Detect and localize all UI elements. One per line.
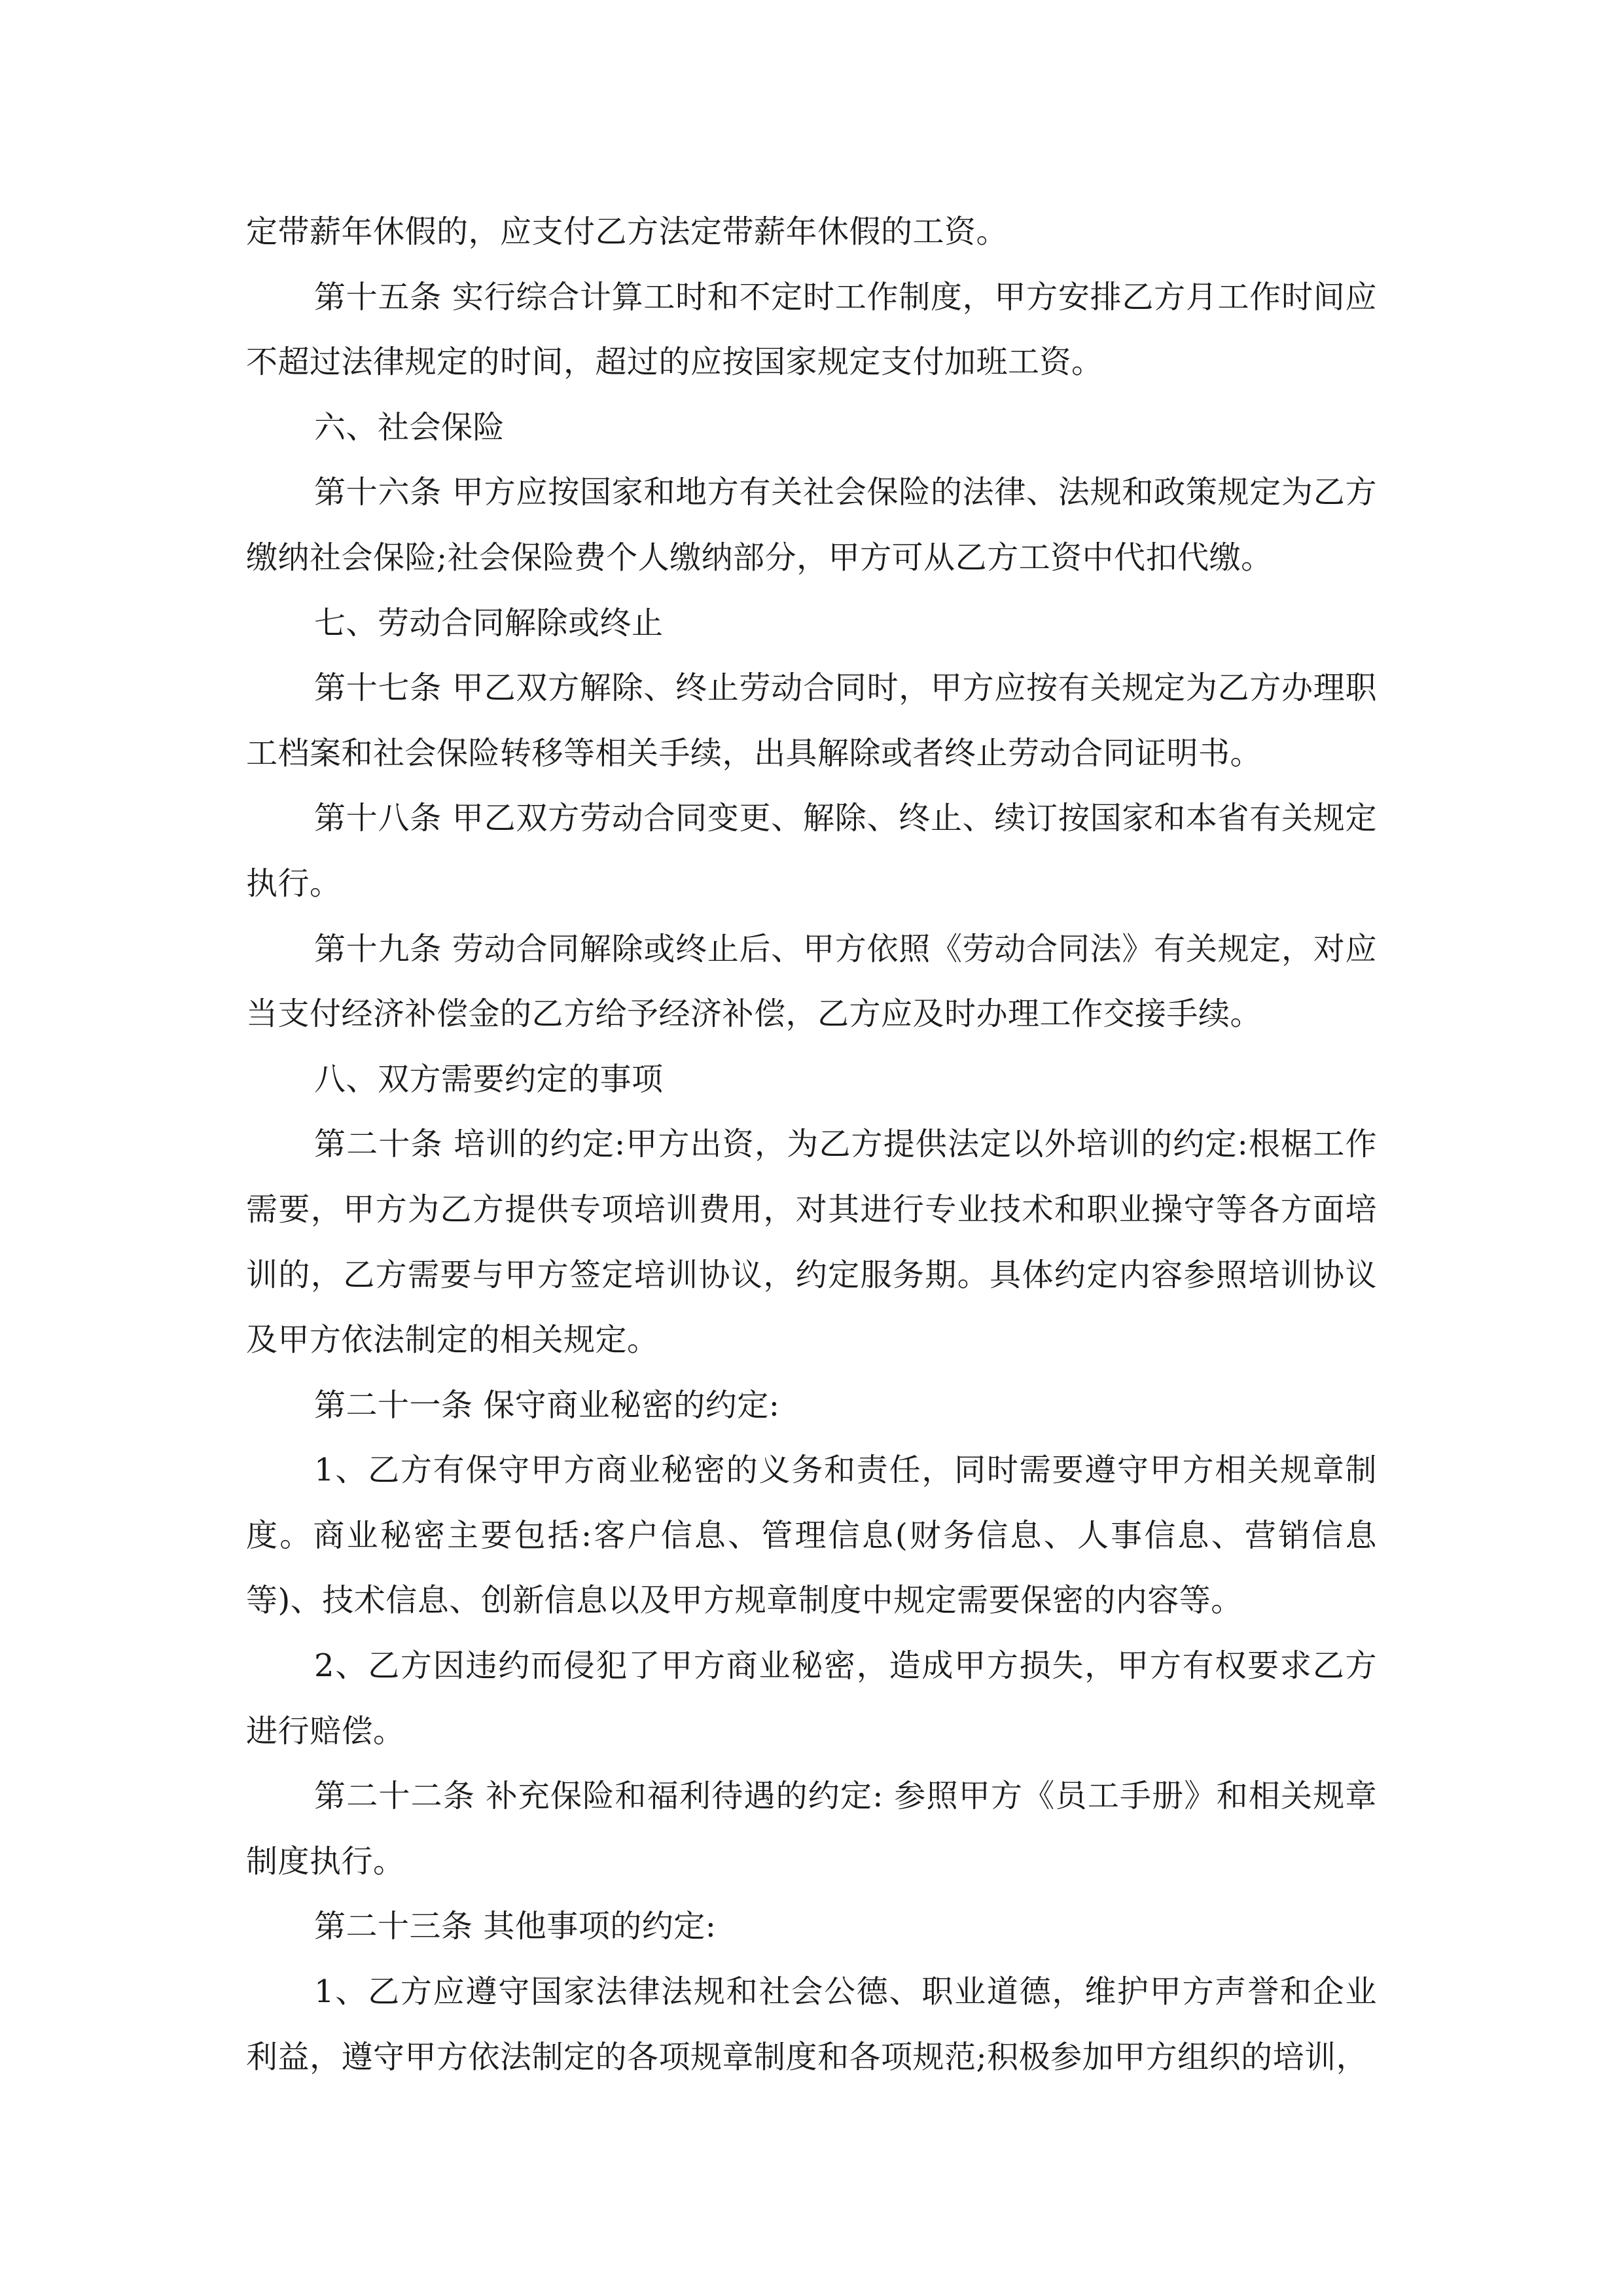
article-22: 第二十二条 补充保险和福利待遇的约定: 参照甲方《员工手册》和相关规章制度执行。 bbox=[246, 1778, 1377, 1880]
article-21-item-2: 2、乙方因违约而侵犯了甲方商业秘密，造成甲方损失，甲方有权要求乙方进行赔偿。 bbox=[246, 1647, 1377, 1749]
section-heading-contract-termination: 七、劳动合同解除或终止 bbox=[314, 604, 664, 641]
article-21: 第二十一条 保守商业秘密的约定: bbox=[314, 1386, 780, 1424]
article-23-item-1: 1、乙方应遵守国家法律法规和社会公德、职业道德，维护甲方声誉和企业利益，遵守甲方依法制定的各项规章制度和各项规范;积极参加甲方组织的培训， bbox=[246, 1973, 1377, 2075]
article-23: 第二十三条 其他事项的约定: bbox=[314, 1908, 717, 1945]
document-body bbox=[246, 200, 1377, 2090]
article-20: 第二十条 培训的约定:甲方出资，为乙方提供法定以外培训的约定:根椐工作需要，甲方为乙方提供专项培训费用，对其进行专业技术和职业操守等各方面培训的，乙方需要与甲方签定培训协议，约定服务期。具体约定内容参照培训协议及甲方依法制定的相关规定。 bbox=[246, 1126, 1377, 1359]
section-heading-social-insurance: 六、社会保险 bbox=[314, 408, 505, 446]
article-17: 第十七条 甲乙双方解除、终止劳动合同时，甲方应按有关规定为乙方办理职工档案和社会保险转移等相关手续，出具解除或者终止劳动合同证明书。 bbox=[246, 670, 1377, 772]
article-16: 第十六条 甲方应按国家和地方有关社会保险的法律、法规和政策规定为乙方缴纳社会保险;社会保险费个人缴纳部分，甲方可从乙方工资中代扣代缴。 bbox=[246, 474, 1377, 576]
paragraph-continuation: 定带薪年休假的，应支付乙方法定带薪年休假的工资。 bbox=[246, 213, 1008, 250]
article-18: 第十八条 甲乙双方劳动合同变更、解除、终止、续订按国家和本省有关规定执行。 bbox=[246, 800, 1377, 902]
article-19: 第十九条 劳动合同解除或终止后、甲方依照《劳动合同法》有关规定，对应当支付经济补偿金的乙方给予经济补偿，乙方应及时办理工作交接手续。 bbox=[246, 930, 1377, 1033]
article-15: 第十五条 实行综合计算工时和不定时工作制度，甲方安排乙方月工作时间应不超过法律规定的时间，超过的应按国家规定支付加班工资。 bbox=[246, 278, 1377, 381]
article-21-item-1: 1、乙方有保守甲方商业秘密的义务和责任，同时需要遵守甲方相关规章制度。商业秘密主要包括:客户信息、管理信息(财务信息、人事信息、营销信息等)、技术信息、创新信息以及甲方规章制度中规定需要保密的内容等。 bbox=[246, 1452, 1377, 1619]
section-heading-agreed-matters: 八、双方需要约定的事项 bbox=[314, 1060, 664, 1098]
